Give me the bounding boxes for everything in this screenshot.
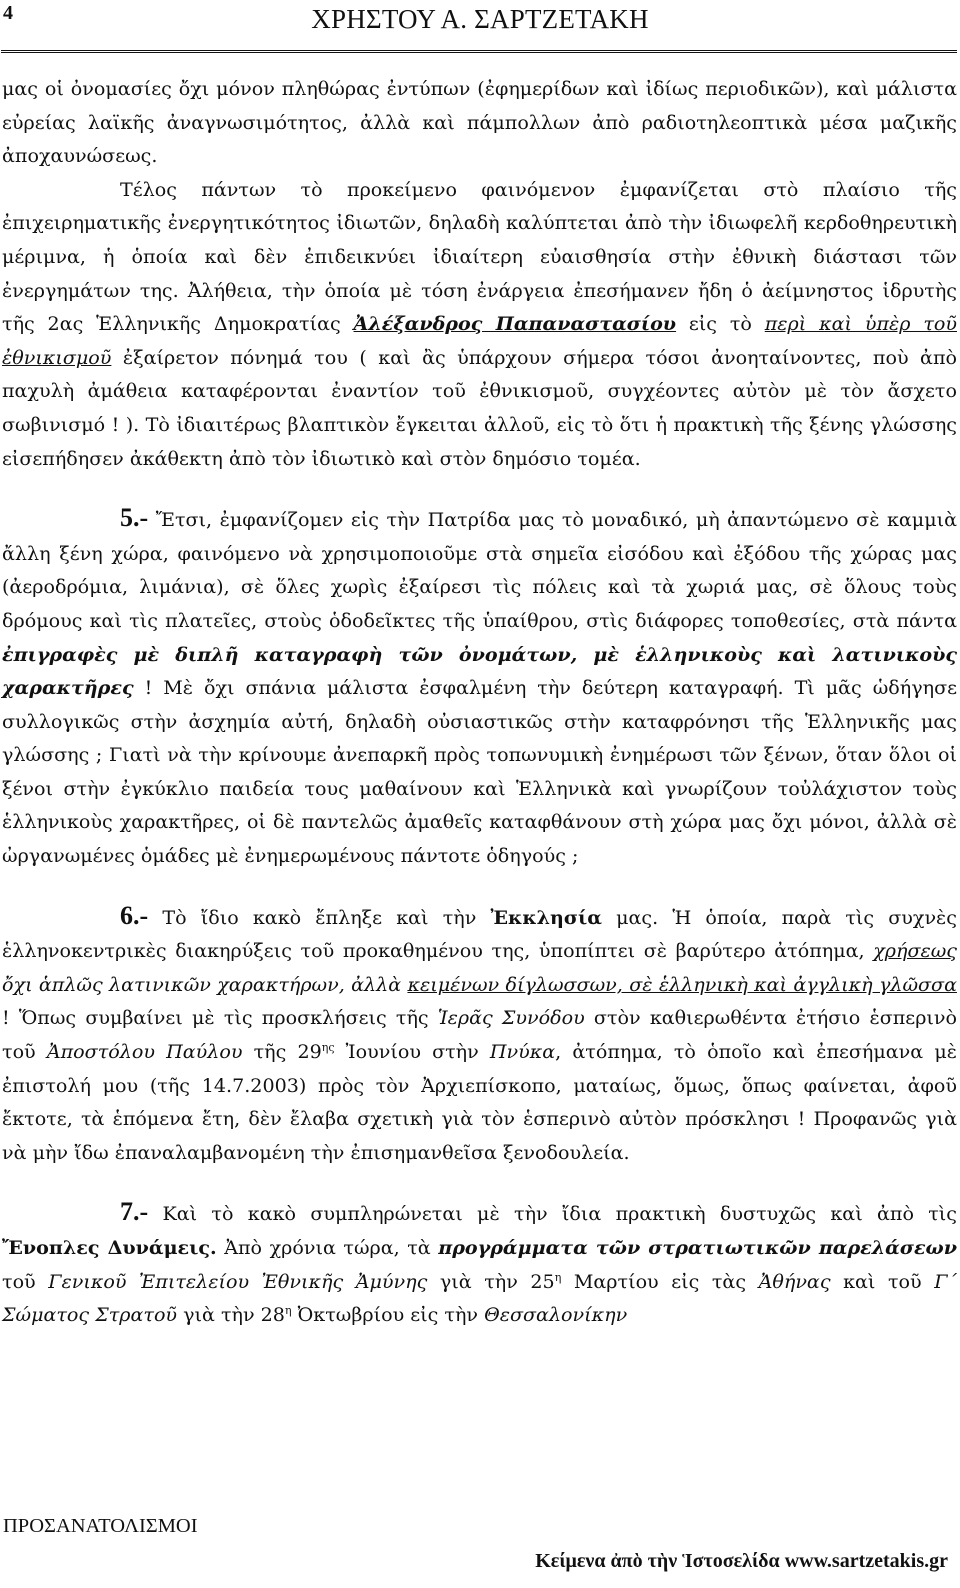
- header-rule: [1, 50, 957, 53]
- emphasis: ἐπιγραφὲς μὲ διπλῆ καταγραφὴ τῶν ὀνομάτων, μὲ ἑλληνικοὺς καὶ λατινικοὺς χαρακτῆρες: [2, 642, 957, 700]
- text-span: Ἔτσι, ἐμφανίζομεν εἰς τὴν Πατρίδα μας τὸ μοναδικό, μὴ ἀπαντώμενο σὲ καμμιὰ ἄλλη ξένη χώρα, φαινόμενο νὰ χρησιμοποιοῦμε στὰ σημεῖα εἰσόδου καὶ ἐξόδου τῆς χώρας μας (ἀεροδρόμια, λιμάνια), σὲ ὅλες χωρὶς ἐξαίρεσι τὶς πόλεις καὶ τὰ χωριά μας, σὲ ὅλους τοὺς δρόμους καὶ τὶς πλατεῖες, στοὺς ὁδοδεῖκτες τῆς ὑπαίθρου, στὶς διάφορες τοποθεσίες, στὰ πάντα: [2, 508, 957, 632]
- italic-text: Πνύκα: [489, 1040, 556, 1064]
- running-header: ΧΡΗΣΤΟΥ Α. ΣΑΡΤΖΕΤΑΚΗ: [311, 4, 649, 34]
- text-span: ἐξαίρετον πόνημά του ( καὶ ἂς ὑπάρχουν σήμερα τόσοι ἀνοηταίνοντες, ποὺ ἀπὸ παχυλὴ ἀμάθεια καταφέρονται ἐναντίον τοῦ ἐθνικισμοῦ, συγχέοντες αὐτὸν μὲ τὸν ἄσχετο σωβινισμό ! ). Τὸ ἰδιαιτέρως βλαπτικὸν ἔγκειται ἀλλοῦ, εἰς τὸ ὅτι ἡ πρακτικὴ τῆς ξένης γλώσσης εἰσεπήδησεν ἀκάθεκτη ἀπὸ τὸν ἰδιωτικὸ καὶ στὸν δημόσιο τομέα.: [2, 345, 957, 470]
- text-span: Ὀκτωβρίου εἰς τὴν: [291, 1303, 485, 1327]
- text-span: Καὶ τὸ κακὸ συμπληρώνεται μὲ τὴν ἴδια πρακτικὴ δυστυχῶς καὶ ἀπὸ τὶς: [148, 1202, 957, 1226]
- superscript: η: [284, 1304, 292, 1318]
- armed-forces-term: Ἔνοπλες Δυνάμεις.: [2, 1236, 217, 1259]
- underlined-italic: κειμένων δίγλωσσων, σὲ ἑλληνικὴ καὶ ἀγγλικὴ γλῶσσα: [407, 972, 957, 996]
- footer-collection-title: ΠΡΟΣΑΝΑΤΟΛΙΣΜΟΙ: [3, 1515, 198, 1537]
- italic-text: Γ΄ Σώματος Στρατοῦ: [2, 1269, 957, 1327]
- paragraph-intro: μας οἱ ὀνομασίες ὄχι μόνον πληθώρας ἐντύπων (ἐφημερίδων καὶ ἰδίως περιοδικῶν), καὶ μάλιστα εὐρείας λαϊκῆς ἀναγνωσιμότητος, ἀλλὰ καὶ πάμπολλων ἀπὸ ραδιοτηλεοπτικὰ μέσα μαζικῆς ἀποχαυνώσεως.: [2, 77, 957, 168]
- text-span: γιὰ τὴν 25: [427, 1269, 555, 1293]
- italic-text: Ἱερᾶς Συνόδου: [437, 1006, 585, 1030]
- page-number: 4: [3, 2, 13, 24]
- church-term: Ἐκκλησία: [490, 905, 602, 929]
- section-number: 7.-: [120, 1197, 149, 1227]
- section-6: [2, 899, 957, 1170]
- work-title: περὶ καὶ ὑπὲρ τοῦ ἐθνικισμοῦ: [2, 312, 957, 369]
- section-number: 5.-: [120, 503, 149, 533]
- author-name: Ἀλέξανδρος Παπαναστασίου: [353, 312, 677, 336]
- underlined-italic: χρήσεως: [873, 939, 957, 963]
- body-text: [2, 72, 957, 1332]
- text-span: Μαρτίου εἰς τὰς: [561, 1269, 759, 1293]
- superscript: η: [554, 1270, 562, 1284]
- footer-source-credit: Κείμενα ἀπὸ τὴν Ἱστοσελίδα www.sartzetakis.gr: [535, 1550, 948, 1572]
- emphasis: προγράμματα τῶν στρατιωτικῶν παρελάσεων: [438, 1236, 957, 1259]
- text-span: Τὸ ἴδιο κακὸ ἔπληξε καὶ τὴν: [148, 905, 491, 929]
- section-5: [2, 501, 957, 873]
- text-span: Ἰουνίου στὴν: [334, 1040, 490, 1064]
- text-span: εἰς τὸ: [676, 312, 765, 336]
- paragraph-tellos: [2, 173, 957, 475]
- section-number: 6.-: [120, 900, 149, 930]
- text-span: τῆς 29: [242, 1040, 322, 1064]
- text-span: γιὰ τὴν 28: [177, 1303, 285, 1327]
- italic-text: ὄχι ἁπλῶς λατινικῶν χαρακτήρων, ἀλλὰ: [2, 972, 408, 996]
- italic-text: Ἀθήνας: [758, 1269, 831, 1293]
- text-span: στὸν καθιερωθέντα ἐτήσιο ἑσπερινὸ τοῦ: [2, 1006, 958, 1064]
- text-span: , ἀτόπημα, τὸ ὁποῖο καὶ ἐπεσήμανα μὲ ἐπιστολή μου (τῆς 14.7.2003) πρὸς τὸν Ἀρχιεπίσκοπο, ματαίως, ὅμως, ὅπως φαίνεται, ἀφοῦ ἔκτοτε, τὰ ἑπόμενα ἔτη, δὲν ἔλαβα σχετικὴ γιὰ τὸν ἑσπερινὸ αὐτὸν πρόσκλησι ! Προφανῶς γιὰ νὰ μὴν ἴδω ἐπαναλαμβανομένη τὴν ἐπισημανθεῖσα ξενοδουλεία.: [2, 1040, 957, 1164]
- text-span: καὶ τοῦ: [830, 1269, 935, 1293]
- text-span: Ἀπὸ χρόνια τώρα, τὰ: [216, 1236, 439, 1259]
- text-span: τοῦ: [2, 1269, 49, 1293]
- text-span: ! Ὅπως συμβαίνει μὲ τὶς προσκλήσεις τῆς: [2, 1006, 438, 1030]
- italic-text: Θεσσαλονίκην: [484, 1303, 628, 1327]
- superscript: ης: [321, 1041, 335, 1055]
- italic-text: Ἀποστόλου Παύλου: [46, 1040, 243, 1064]
- text-span: ! Μὲ ὄχι σπάνια μάλιστα ἐσφαλμένη τὴν δεύτερη καταγραφή. Τὶ μᾶς ὡδήγησε συλλογικῶς στὴν ἀσχημία αὐτή, δηλαδὴ οὐσιαστικῶς στὴν καταφρόνησι τῆς Ἑλληνικῆς μας γλώσσης ; Γιατὶ νὰ τὴν κρίνουμε ἀνεπαρκῆ πρὸς τοπωνυμικὴ ἐνημέρωσι τῶν ξένων, ὅταν ὅλοι οἱ ξένοι στὴν ἐγκύκλιο παιδεία τους μαθαίνουν καὶ Ἑλληνικὰ καὶ γνωρίζουν τοὐλάχιστον τοὺς ἑλληνικοὺς χαρακτῆρες, οἱ δὲ παντελῶς ἀμαθεῖς καταφθάνουν στὴ χώρα μας ὄχι μόνοι, ἀλλὰ σὲ ὠργανωμένες ὁμάδες μὲ ἐνημερωμένους πάντοτε ὁδηγούς ;: [2, 676, 957, 868]
- text-span: μας. Ἡ ὁποία, παρὰ τὶς συχνὲς ἑλληνοκεντρικὲς διακηρύξεις τοῦ προκαθημένου της, ὑποπίπτει σὲ βαρύτερο ἀτόπημα,: [2, 905, 957, 963]
- text-span: Τέλος πάντων τὸ προκείμενο φαινόμενον ἐμφανίζεται στὸ πλαίσιο τῆς ἐπιχειρηματικῆς ἐνεργητικότητος ἰδιωτῶν, δηλαδὴ καλύπτεται ἀπὸ τὴν ἰδιωφελῆ κερδοθηρευτικὴ μέριμνα, ἡ ὁποία καὶ δὲν ἐπιδεικνύει ἰδιαίτερη εὐαισθησία στὴν ἐθνικὴ διάστασι τῶν ἐνεργημάτων της. Ἀλήθεια, τὴν ὁποία μὲ τόση ἐνάργεια ἐπεσήμανεν ἤδη ὁ ἀείμνηστος ἱδρυτὴς τῆς 2ας Ἑλληνικῆς Δημοκρατίας: [2, 177, 957, 336]
- section-7: [2, 1195, 957, 1331]
- italic-text: Γενικοῦ Ἐπιτελείου Ἐθνικῆς Ἀμύνης: [48, 1269, 428, 1293]
